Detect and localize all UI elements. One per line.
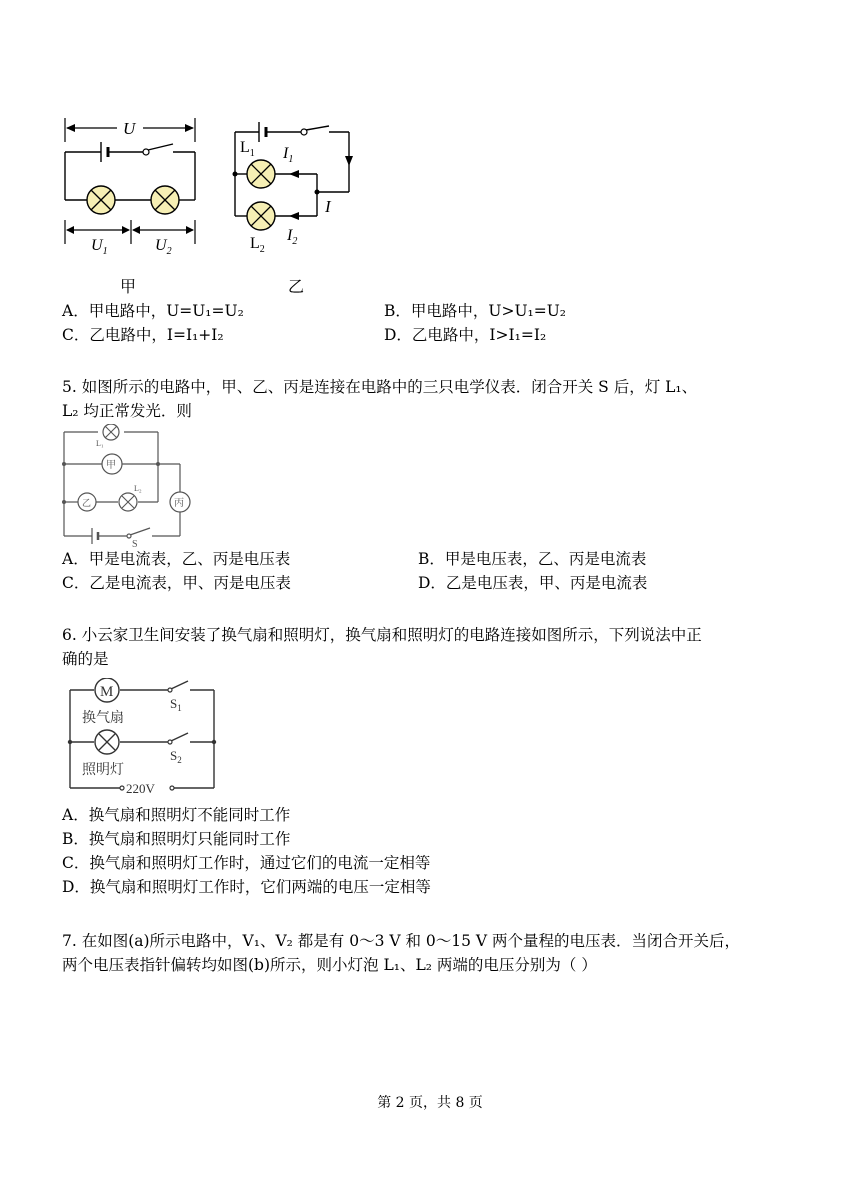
q5-circuit-figure bbox=[58, 424, 193, 548]
switch-S2-label: S bbox=[170, 748, 178, 763]
q4-option-b: B．甲电路中，U>U₁=U₂ bbox=[384, 302, 566, 320]
svg-text:I2: $I_2$ bbox=[287, 227, 298, 247]
page-footer: 第 2 页，共 8 页 bbox=[377, 1095, 483, 1111]
meter-jia-icon bbox=[102, 454, 122, 474]
dim-U1-label: U bbox=[91, 237, 103, 254]
q7-stem-line2: 两个电压表指针偏转均如图(b)所示，则小灯泡 L₁、L₂ 两端的电压分别为（ ） bbox=[62, 956, 597, 974]
q7-stem-line1: 7. 在如图(a)所示电路中，V₁、V₂ 都是有 0～3 V 和 0～15 V 两个量程的电压表．当闭合开关后， bbox=[62, 932, 741, 950]
svg-text:丙: 丙 bbox=[174, 498, 184, 509]
q6-option-a: A．换气扇和照明灯不能同时工作 bbox=[62, 806, 291, 824]
lamp-icon bbox=[247, 202, 275, 230]
label-L1: L bbox=[240, 139, 250, 156]
caption-jia: 甲 bbox=[120, 277, 137, 296]
svg-text:乙: 乙 bbox=[82, 498, 92, 508]
svg-text:U1: $U_1$ bbox=[91, 237, 108, 257]
q6-option-b: B．换气扇和照明灯只能同时工作 bbox=[62, 830, 291, 848]
motor-icon bbox=[95, 678, 119, 702]
dim-U2-label: U bbox=[155, 237, 167, 254]
svg-text:L1: $L_1$ bbox=[240, 139, 255, 159]
svg-text:M: M bbox=[100, 684, 114, 700]
lamp-label: 照明灯 bbox=[82, 763, 124, 778]
svg-text:L₂: L₂ bbox=[134, 484, 142, 493]
q4-option-d: D．乙电路中，I>I₁=I₂ bbox=[384, 326, 547, 344]
fan-label: 换气扇 bbox=[82, 711, 124, 726]
meter-yi-icon bbox=[78, 493, 96, 511]
svg-text:I1: $I_1$ bbox=[283, 145, 294, 165]
q5-option-a: A．甲是电流表，乙、丙是电压表 bbox=[62, 550, 291, 568]
q6-option-c: C．换气扇和照明灯工作时，通过它们的电流一定相等 bbox=[62, 854, 431, 872]
q5-stem-line2: L₂ 均正常发光．则 bbox=[62, 402, 192, 420]
svg-text:U2: $U_2$ bbox=[155, 237, 172, 257]
label-I2: I bbox=[287, 227, 293, 244]
q5-option-b: B．甲是电压表，乙、丙是电流表 bbox=[418, 550, 647, 568]
meter-bing-icon bbox=[170, 492, 190, 512]
label-I: I bbox=[325, 197, 331, 216]
q4-option-c: C．乙电路中，I=I₁+I₂ bbox=[62, 326, 224, 344]
svg-text:S2: $S_2$ bbox=[170, 748, 182, 765]
lamp-icon bbox=[95, 730, 119, 754]
q5-option-c: C．乙是电流表，甲、丙是电压表 bbox=[62, 574, 291, 592]
lamp-icon bbox=[151, 186, 179, 214]
svg-text:S: S bbox=[132, 539, 138, 548]
svg-text:L₁: L₁ bbox=[96, 439, 104, 448]
q6-stem-line2: 确的是 bbox=[62, 650, 109, 668]
q4-option-a: A．甲电路中，U=U₁=U₂ bbox=[62, 302, 244, 320]
voltage-label: 220V bbox=[126, 781, 155, 796]
q4-figure-jia bbox=[55, 110, 205, 260]
q6-circuit-figure bbox=[62, 678, 222, 798]
q5-stem-line1: 5. 如图所示的电路中，甲、乙、丙是连接在电路中的三只电学仪表．闭合开关 S 后，灯 L₁、 bbox=[62, 378, 698, 396]
lamp-L1-icon bbox=[103, 424, 119, 440]
svg-text:L2: $L_2$ bbox=[250, 235, 265, 255]
q6-stem-line1: 6. 小云家卫生间安装了换气扇和照明灯，换气扇和照明灯的电路连接如图所示，下列说法中正 bbox=[62, 626, 702, 644]
lamp-icon bbox=[247, 160, 275, 188]
svg-text:S1: $S_1$ bbox=[170, 696, 182, 713]
q4-figure-yi bbox=[225, 118, 365, 258]
q5-option-d: D．乙是电压表，甲、丙是电流表 bbox=[418, 574, 648, 592]
label-L2: L bbox=[250, 235, 260, 252]
svg-text:甲: 甲 bbox=[106, 460, 116, 471]
dim-U-label: U bbox=[123, 119, 136, 138]
caption-yi: 乙 bbox=[288, 277, 305, 296]
lamp-icon bbox=[87, 186, 115, 214]
switch-S1-label: S bbox=[170, 696, 178, 711]
lamp-L2-icon bbox=[119, 493, 137, 511]
label-I1: I bbox=[283, 145, 289, 162]
q6-option-d: D．换气扇和照明灯工作时，它们两端的电压一定相等 bbox=[62, 878, 431, 896]
